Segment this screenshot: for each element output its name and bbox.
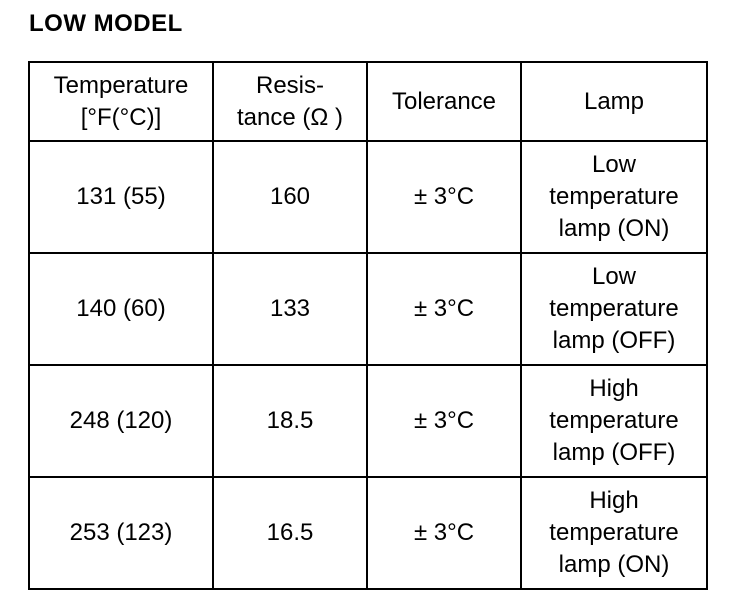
cell-tolerance: ± 3°C [367, 253, 521, 365]
cell-temperature: 253 (123) [29, 477, 213, 589]
cell-temperature: 140 (60) [29, 253, 213, 365]
cell-tolerance: ± 3°C [367, 141, 521, 253]
page-title: LOW MODEL [29, 10, 183, 37]
header-temperature: Temperature [°F(°C)] [29, 62, 213, 141]
header-lamp: Lamp [521, 62, 707, 141]
cell-tolerance: ± 3°C [367, 477, 521, 589]
cell-tolerance: ± 3°C [367, 365, 521, 477]
cell-temperature: 248 (120) [29, 365, 213, 477]
cell-lamp: Low temperature lamp (ON) [521, 141, 707, 253]
table-header-row [29, 62, 707, 141]
header-resistance: Resis- tance (Ω ) [213, 62, 367, 141]
cell-lamp: Low temperature lamp (OFF) [521, 253, 707, 365]
cell-resistance: 133 [213, 253, 367, 365]
table-row [29, 477, 707, 589]
cell-lamp: High temperature lamp (OFF) [521, 365, 707, 477]
cell-resistance: 160 [213, 141, 367, 253]
header-tolerance: Tolerance [367, 62, 521, 141]
cell-lamp: High temperature lamp (ON) [521, 477, 707, 589]
table-row [29, 365, 707, 477]
table-row [29, 253, 707, 365]
spec-table [28, 61, 708, 590]
table-row [29, 141, 707, 253]
cell-resistance: 18.5 [213, 365, 367, 477]
cell-temperature: 131 (55) [29, 141, 213, 253]
cell-resistance: 16.5 [213, 477, 367, 589]
